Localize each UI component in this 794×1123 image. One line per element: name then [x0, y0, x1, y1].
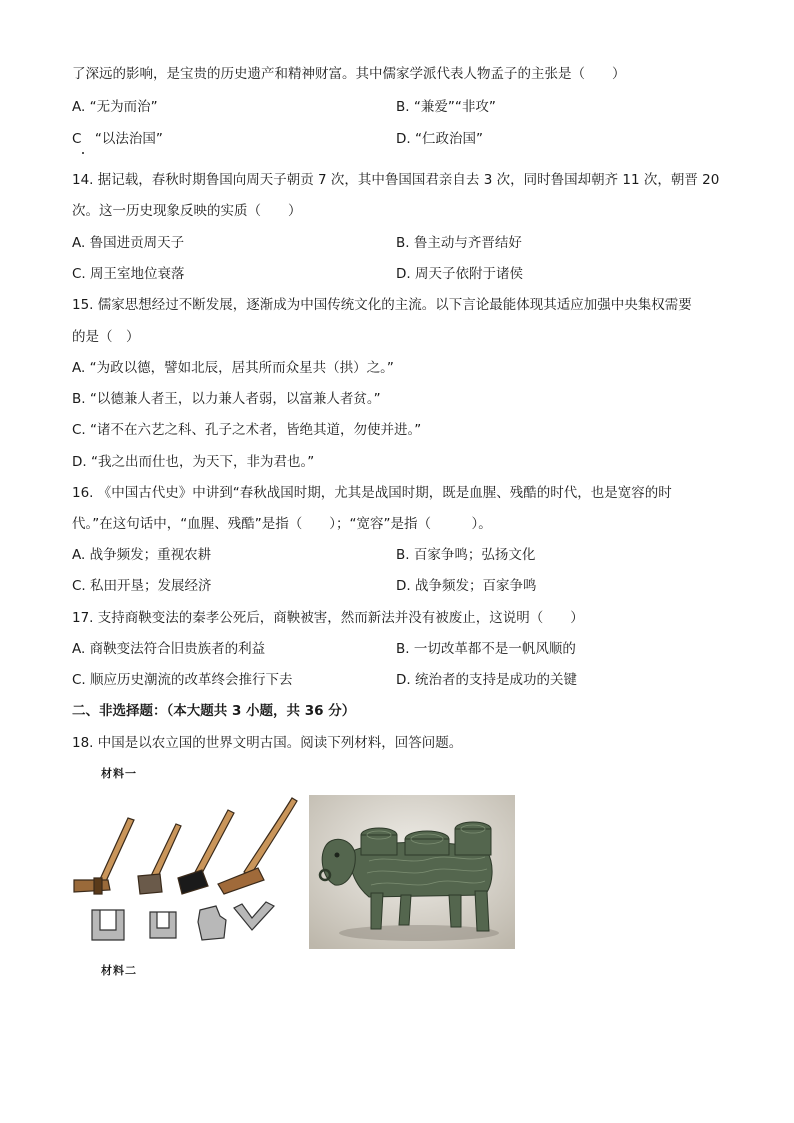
q17-option-a: A. 商鞅变法符合旧贵族者的利益 — [72, 641, 266, 657]
q14-option-c: C. 周王室地位衰落 — [72, 266, 185, 282]
q14-option-b: B. 鲁主动与齐晋结好 — [396, 235, 522, 251]
q13-option-a: A. “无为而治” — [72, 99, 158, 115]
q17-option-d: D. 统治者的支持是成功的关键 — [396, 672, 577, 688]
q15-option-d: D. “我之出而仕也，为天下，非为君也。” — [72, 454, 315, 470]
question-13-stem: 了深远的影响，是宝贵的历史遗产和精神财富。其中儒家学派代表人物孟子的主张是（ ） — [72, 66, 626, 82]
section-heading: 二、非选择题：（本大题共 3 小题，共 36 分） — [72, 703, 356, 719]
q16-option-a: A. 战争频发；重视农耕 — [72, 547, 212, 563]
q17-option-b: B. 一切改革都不是一帆风顺的 — [396, 641, 576, 657]
q16-option-d: D. 战争频发；百家争鸣 — [396, 578, 537, 594]
question-15-stem-cont: 的是（ ） — [72, 329, 140, 345]
q17-option-c: C. 顺应历史潮流的改革终会推行下去 — [72, 672, 293, 688]
q15-option-a: A. “为政以德，譬如北辰，居其所而众星共（拱）之。” — [72, 360, 394, 376]
q16-option-b: B. 百家争鸣；弘扬文化 — [396, 547, 536, 563]
bronze-ox-vessel-image — [309, 795, 515, 949]
question-17-stem: 17. 支持商鞅变法的秦孝公死后，商鞅被害，然而新法并没有被废止，这说明（ ） — [72, 610, 584, 626]
question-16-stem: 16. 《中国古代史》中讲到“春秋战国时期，尤其是战国时期，既是血腥、残酷的时代，也是宽容的时 — [72, 485, 672, 501]
q13-option-b: B. “兼爱”“非攻” — [396, 99, 496, 115]
question-14-stem: 14. 据记载，春秋时期鲁国向周天子朝贡 7 次，其中鲁国国君亲自去 3 次，同时鲁国却朝齐 11 次，朝晋 20 — [72, 172, 720, 188]
q13-option-d: D. “仁政治国” — [396, 131, 483, 147]
q16-option-c: C. 私田开垦；发展经济 — [72, 578, 212, 594]
question-16-stem-cont: 代。”在这句话中，“血腥、残酷”是指（ ）；“宽容”是指（ ）。 — [72, 516, 492, 532]
question-18-stem: 18. 中国是以农立国的世界文明古国。阅读下列材料，回答问题。 — [72, 735, 463, 751]
q13-option-c: C “以法治国” — [72, 131, 163, 147]
q14-option-d: D. 周天子依附于诸侯 — [396, 266, 523, 282]
stray-dot — [82, 152, 84, 154]
material-2-caption: 材料二 — [101, 964, 137, 977]
material-1-caption: 材料一 — [101, 767, 137, 780]
q14-option-a: A. 鲁国进贡周天子 — [72, 235, 185, 251]
question-14-stem-cont: 次。这一历史现象反映的实质（ ） — [72, 203, 302, 219]
q15-option-c: C. “诸不在六艺之科、孔子之术者，皆绝其道，勿使并进。” — [72, 422, 422, 438]
farm-tools-illustration — [68, 790, 300, 948]
question-15-stem: 15. 儒家思想经过不断发展，逐渐成为中国传统文化的主流。以下言论最能体现其适应加强中央集权需要 — [72, 297, 692, 313]
q15-option-b: B. “以德兼人者王，以力兼人者弱，以富兼人者贫。” — [72, 391, 381, 407]
